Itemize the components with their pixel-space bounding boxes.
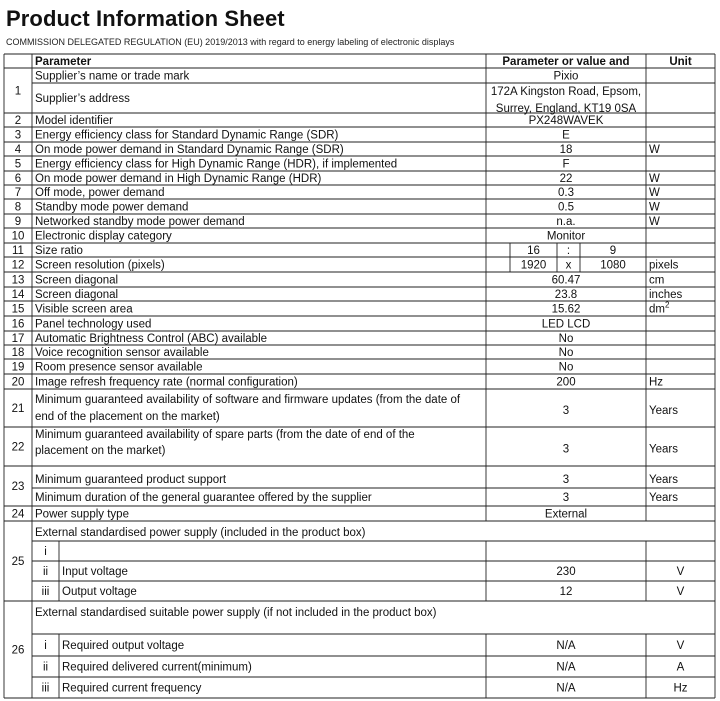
parameter-value: N/A [556, 640, 576, 652]
parameter-label: Energy efficiency class for Standard Dynamic Range (SDR) [35, 129, 339, 142]
row-number: 23 [11, 481, 25, 493]
parameter-value: N/A [556, 661, 576, 674]
parameter-label: Power supply type [35, 508, 129, 521]
row-number: 20 [11, 376, 25, 389]
parameter-label: placement on the market) [35, 445, 166, 457]
parameter-value: 18 [559, 144, 573, 156]
sub-item-index: ii [42, 566, 49, 578]
row-number: 12 [11, 259, 25, 272]
unit-label: Years [649, 492, 678, 504]
parameter-label: Minimum duration of the general guarantee offered by the supplier [35, 492, 372, 504]
unit-label: pixels [649, 259, 679, 272]
parameter-value: PX248WAVEK [528, 115, 604, 127]
row-number: 21 [11, 403, 25, 415]
parameter-value: 3 [562, 474, 570, 486]
row-number: 14 [11, 289, 25, 301]
row-number: 4 [14, 144, 22, 156]
row-number: 5 [14, 158, 22, 171]
row-number: 26 [11, 644, 25, 657]
parameter-label: Networked standby mode power demand [35, 216, 245, 228]
parameter-value: n.a. [556, 216, 576, 228]
unit-label: Hz [649, 376, 664, 389]
parameter-label: Screen diagonal [35, 289, 119, 301]
row-number: 9 [14, 216, 22, 228]
parameter-value: 200 [556, 376, 576, 389]
row-number: 8 [14, 201, 22, 214]
address-value: Surrey, England, KT19 0SA [495, 103, 637, 115]
parameter-value: 0.3 [558, 187, 574, 199]
header-parameter: Parameter [35, 56, 92, 68]
parameter-value: No [558, 347, 574, 359]
unit-label: V [676, 640, 685, 652]
unit-label: cm [649, 274, 665, 287]
unit-label: $dm^2$ [649, 300, 670, 316]
parameter-label: end of the placement on the market) [35, 411, 220, 423]
parameter-value: E [562, 129, 570, 142]
parameter-value: 15.62 [551, 303, 581, 316]
parameter-label: On mode power demand in Standard Dynamic Range (SDR) [35, 144, 344, 156]
value-part: 1080 [600, 259, 626, 272]
row-number: 13 [11, 274, 25, 287]
row-number: 6 [14, 173, 22, 185]
header-value: Parameter or value and [502, 56, 630, 68]
row-number: 22 [11, 441, 25, 454]
row-number: 24 [11, 508, 25, 521]
parameter-value: 60.47 [551, 274, 581, 287]
parameter-value: 230 [556, 566, 576, 578]
parameter-value: F [562, 158, 570, 171]
parameter-label: Model identifier [35, 115, 113, 127]
parameter-label: Required current frequency [62, 682, 202, 695]
parameter-label: Standby mode power demand [35, 201, 189, 214]
parameter-value: 3 [562, 443, 570, 456]
sub-item-index: iii [41, 586, 50, 598]
parameter-label: Screen diagonal [35, 274, 119, 287]
parameter-label: Supplier’s address [35, 93, 130, 105]
parameter-value: External [544, 508, 588, 521]
parameter-value: 3 [562, 405, 570, 417]
unit-label: W [649, 173, 660, 185]
parameter-value: Monitor [546, 230, 586, 243]
row-number: 16 [11, 318, 25, 331]
parameter-label: Minimum guaranteed availability of software and firmware updates (from the date of [35, 394, 461, 406]
parameter-value: No [558, 361, 574, 374]
row-number: 10 [11, 230, 25, 243]
parameter-value: Pixio [553, 70, 579, 83]
parameter-label: Electronic display category [35, 230, 172, 243]
unit-label: W [649, 187, 660, 199]
row-number: 11 [12, 245, 24, 257]
address-value: 172A Kingston Road, Epsom, [490, 86, 642, 98]
value-separator: x [565, 259, 572, 272]
parameter-label: Minimum guaranteed product support [35, 474, 227, 486]
parameter-label: Visible screen area [35, 303, 133, 316]
parameter-value: N/A [556, 682, 576, 695]
page-title: Product Information Sheet [6, 6, 285, 31]
table-cells [12, 56, 692, 695]
sub-item-index: i [44, 546, 47, 558]
parameter-value: No [558, 333, 574, 345]
unit-label: V [676, 566, 685, 578]
parameter-label: Required output voltage [62, 640, 185, 652]
parameter-value: LED LCD [541, 318, 591, 331]
row-number: 19 [11, 361, 25, 374]
parameter-label: Off mode, power demand [35, 187, 165, 199]
unit-label: W [649, 201, 660, 214]
sub-item-index: i [44, 640, 47, 652]
unit-superscript: 2 [664, 300, 670, 310]
value-part: 9 [609, 245, 617, 257]
row-number: 17 [11, 333, 25, 345]
unit-label: Years [649, 474, 678, 486]
parameter-label: External standardised power supply (included in the product box) [35, 527, 366, 539]
parameter-label: On mode power demand in High Dynamic Range (HDR) [35, 173, 322, 185]
header-unit: Unit [669, 56, 692, 68]
value-separator: : [566, 245, 571, 257]
parameter-value: 12 [559, 586, 573, 598]
unit-label: A [676, 661, 685, 674]
parameter-value: 3 [562, 492, 570, 504]
row-number: 2 [14, 115, 22, 127]
unit-label: W [649, 216, 660, 228]
unit-label: V [676, 586, 685, 598]
unit-label: Hz [673, 682, 688, 695]
parameter-label: External standardised suitable power supply (if not included in the product box) [35, 607, 437, 619]
parameter-label: Required delivered current(minimum) [62, 661, 252, 674]
parameter-label: Panel technology used [35, 318, 152, 331]
row-number: 18 [11, 347, 25, 359]
parameter-label: Input voltage [62, 566, 128, 578]
parameter-label: Size ratio [35, 245, 83, 257]
unit-label: Years [649, 405, 678, 417]
parameter-label: Voice recognition sensor available [35, 347, 209, 359]
row-number: 7 [14, 187, 22, 199]
row-number: 15 [11, 303, 25, 316]
unit-label: Years [649, 443, 678, 456]
row-number: 25 [11, 556, 25, 568]
parameter-label: Screen resolution (pixels) [35, 259, 165, 272]
parameter-value: 22 [559, 173, 573, 185]
parameter-label: Minimum guaranteed availability of spare parts (from the date of end of the [35, 429, 415, 441]
sub-item-index: iii [41, 682, 50, 695]
parameter-label: Image refresh frequency rate (normal configuration) [35, 376, 298, 389]
parameter-label: Energy efficiency class for High Dynamic Range (HDR), if implemented [35, 158, 398, 171]
parameter-label: Room presence sensor available [35, 361, 203, 374]
parameter-value: 0.5 [558, 201, 574, 214]
value-part: 1920 [520, 259, 547, 272]
row-number: 3 [14, 129, 22, 142]
unit-label: inches [649, 289, 683, 301]
parameter-label: Automatic Brightness Control (ABC) available [35, 333, 268, 345]
parameter-value: 23.8 [554, 289, 578, 301]
value-part: 16 [527, 245, 540, 257]
row-number: 1 [14, 85, 22, 98]
regulation-subtitle: COMMISSION DELEGATED REGULATION (EU) 2019/2013 with regard to energy labeling of electronic displays [6, 37, 455, 47]
parameter-label: Output voltage [62, 586, 137, 598]
unit-label: W [649, 144, 660, 156]
sub-item-index: ii [42, 661, 49, 674]
parameter-label: Supplier’s name or trade mark [35, 70, 190, 83]
